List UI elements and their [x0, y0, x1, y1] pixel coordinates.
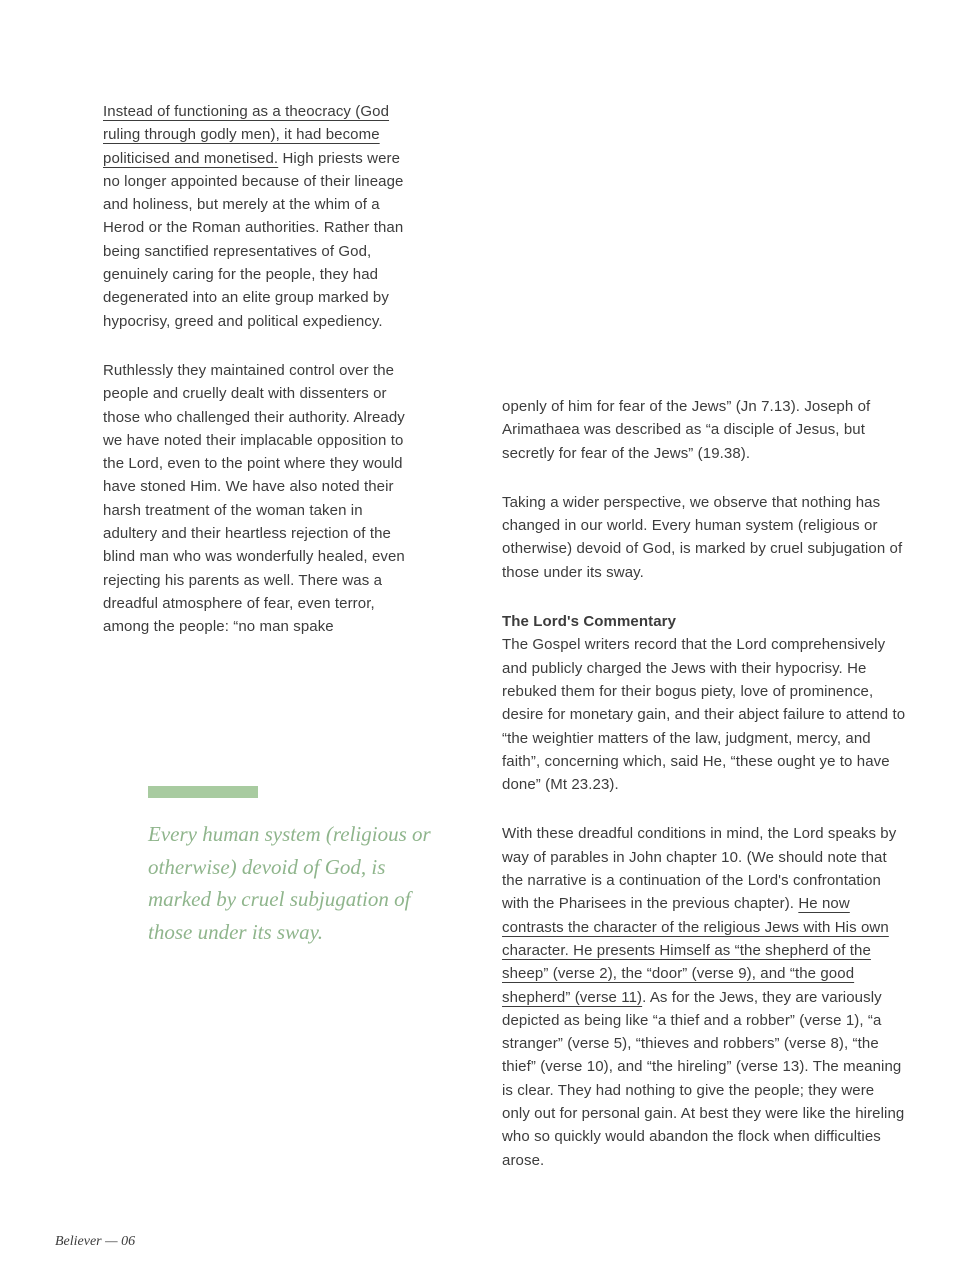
left-column — [103, 100, 411, 639]
paragraph: The Gospel writers record that the Lord comprehensively and publicly charged the Jews with their hypocrisy. He rebuked them for their bogus piety, love of prominence, desire for monetary gain, and their abject failure to attend to “the weightier matters of the law, judgment, mercy, and faith”, concerning which, said He, “these ought ye to have done” (Mt 23.23). — [502, 636, 906, 794]
underlined-text: Instead of functioning as a theocracy (God ruling through godly men), it had become politicised and monetised. — [103, 103, 390, 167]
paragraph-text: . As for the Jews, they are variously depicted as being like “a thief and a robber” (verse 1), “a stranger” (verse 5), “thieves and robbers” (verse 8), “the thief” (verse 10), and “the hireling” (verse 13). The meaning is clear. They had nothing to give the people; they were only out for personal gain. At best they were like the hireling who so quickly would abandon the flock when difficulties arose. — [502, 988, 905, 1169]
paragraph — [103, 100, 411, 333]
right-column — [502, 395, 906, 1172]
section-heading: The Lord's Commentary — [502, 613, 677, 631]
paragraph: Ruthlessly they maintained control over the people and cruelly dealt with dissenters or those who challenged their authority. Already we have noted their implacable opposition to the Lord, even to the point where they would have stoned Him. We have also noted their harsh treatment of the woman taken in adultery and their heartless rejection of the blind man who was wonderfully healed, even rejecting his parents as well. There was a dreadful atmosphere of fear, even terror, among the people: “no man spake — [103, 361, 405, 636]
underlined-text: He now contrasts the character of the religious Jews with His own character. He presents Himself as “the shepherd of the sheep” (verse 2), the “door” (verse 9), and “the good shepherd” (verse 11) — [502, 895, 889, 1006]
pull-quote-accent-bar — [148, 786, 258, 798]
page-footer: Believer — 06 — [55, 1234, 136, 1249]
paragraph — [502, 822, 906, 1171]
paragraph: Taking a wider perspective, we observe that nothing has changed in our world. Every human system (religious or otherwise) devoid of God, is marked by cruel subjugation of those under its sway. — [502, 493, 903, 581]
paragraph: openly of him for fear of the Jews” (Jn 7.13). Joseph of Arimathaea was described as “a disciple of Jesus, but secretly for fear of the Jews” (19.38). — [502, 398, 871, 462]
pull-quote — [148, 786, 438, 948]
pull-quote-text: Every human system (religious or otherwise) devoid of God, is marked by cruel subjugation of those under its sway. — [148, 822, 431, 944]
paragraph-text: High priests were no longer appointed because of their lineage and holiness, but merely at the whim of a Herod or the Roman authorities. Rather than being sanctified representatives of God, genuinely caring for the people, they had degenerated into an elite group marked by hypocrisy, greed and political expediency. — [103, 149, 404, 330]
paragraph-text: With these dreadful conditions in mind, the Lord speaks by way of parables in John chapter 10. (We should note that the narrative is a continuation of the Lord's confrontation with the Pharisees in the previous chapter). — [502, 825, 897, 913]
